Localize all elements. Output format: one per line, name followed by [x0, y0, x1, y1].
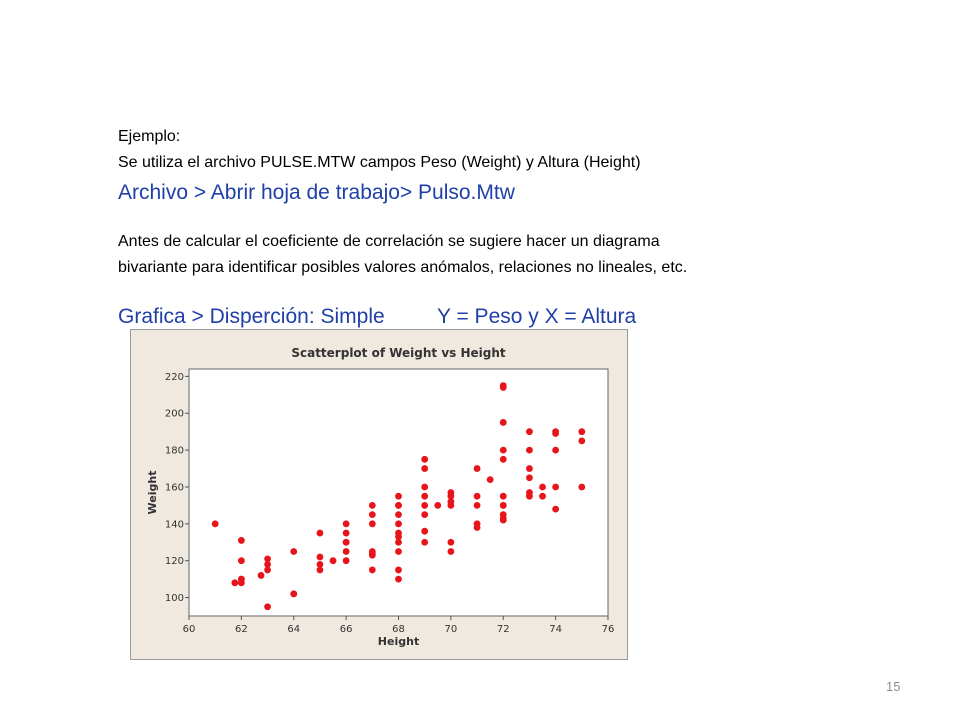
data-point: [578, 428, 585, 435]
file-description: Se utiliza el archivo PULSE.MTW campos Peso (Weight) y Altura (Height): [118, 154, 641, 171]
y-tick-label: 100: [164, 593, 184, 605]
data-point: [369, 520, 376, 527]
data-point: [369, 567, 376, 574]
x-tick-label: 68: [392, 624, 405, 635]
data-point: [231, 579, 238, 586]
menu-path-graph-label: Grafica > Disperción: Simple: [118, 305, 385, 328]
data-point: [317, 567, 324, 574]
x-tick-label: 66: [339, 624, 353, 635]
data-point: [395, 502, 402, 509]
data-point: [421, 493, 428, 500]
data-point: [290, 548, 297, 555]
x-tick-label: 70: [444, 624, 458, 635]
data-point: [552, 430, 559, 437]
data-point: [258, 572, 265, 579]
y-tick-label: 220: [164, 371, 184, 383]
y-axis-label: Weight: [146, 470, 159, 515]
scatterplot-svg: [131, 330, 629, 661]
menu-path-graph-variables: Y = Peso y X = Altura: [437, 305, 637, 328]
data-point: [526, 474, 533, 481]
data-point: [500, 502, 507, 509]
data-point: [343, 520, 350, 527]
x-tick-label: 64: [287, 624, 301, 635]
y-tick-label: 160: [164, 482, 184, 494]
data-point: [395, 520, 402, 527]
data-point: [369, 502, 376, 509]
data-point: [526, 493, 533, 500]
data-point: [421, 539, 428, 546]
data-point: [264, 567, 271, 574]
data-point: [212, 520, 219, 527]
data-point: [500, 493, 507, 500]
data-point: [395, 548, 402, 555]
menu-path-graph: [118, 305, 637, 329]
data-point: [539, 493, 546, 500]
data-point: [317, 530, 324, 537]
data-point: [238, 537, 245, 544]
data-point: [526, 447, 533, 454]
data-point: [343, 530, 350, 537]
data-point: [290, 590, 297, 597]
data-point: [395, 576, 402, 583]
data-point: [474, 493, 481, 500]
data-point: [421, 511, 428, 518]
scatterplot-figure: [130, 329, 628, 660]
x-tick-label: 76: [601, 624, 615, 635]
x-tick-label: 74: [549, 624, 562, 635]
menu-path-open-file: Archivo > Abrir hoja de trabajo> Pulso.Mtw: [118, 181, 515, 204]
data-point: [369, 552, 376, 559]
data-point: [421, 528, 428, 535]
data-point: [447, 539, 454, 546]
data-point: [526, 465, 533, 472]
data-point: [369, 511, 376, 518]
data-point: [395, 567, 402, 574]
data-point: [474, 502, 481, 509]
data-point: [238, 557, 245, 564]
data-point: [447, 502, 454, 509]
y-tick-label: 180: [164, 445, 184, 457]
example-heading: Ejemplo:: [118, 128, 181, 145]
page-number: 15: [886, 679, 901, 694]
data-point: [526, 428, 533, 435]
data-point: [343, 548, 350, 555]
x-tick-label: 62: [235, 624, 248, 635]
data-point: [421, 465, 428, 472]
y-tick-label: 140: [164, 519, 184, 531]
data-point: [539, 484, 546, 491]
x-tick-label: 72: [496, 624, 510, 635]
data-point: [474, 465, 481, 472]
data-point: [264, 603, 271, 610]
data-point: [421, 502, 428, 509]
data-point: [500, 447, 507, 454]
y-tick-label: 120: [164, 556, 184, 568]
data-point: [447, 548, 454, 555]
data-point: [343, 557, 350, 564]
y-tick-label: 200: [164, 408, 184, 420]
chart-title: Scatterplot of Weight vs Height: [291, 346, 506, 360]
data-point: [395, 539, 402, 546]
data-point: [552, 506, 559, 513]
data-point: [552, 447, 559, 454]
data-point: [343, 539, 350, 546]
data-point: [487, 476, 494, 483]
data-point: [434, 502, 441, 509]
data-point: [500, 419, 507, 426]
x-axis-label: Height: [377, 635, 420, 648]
paragraph-line-2: bivariante para identificar posibles valores anómalos, relaciones no lineales, etc.: [118, 259, 688, 276]
data-point: [552, 484, 559, 491]
data-point: [421, 484, 428, 491]
data-point: [317, 554, 324, 561]
data-point: [421, 456, 428, 463]
data-point: [500, 384, 507, 391]
x-tick-label: 60: [182, 624, 196, 635]
data-point: [500, 456, 507, 463]
data-point: [500, 517, 507, 524]
data-point: [395, 511, 402, 518]
data-point: [330, 557, 337, 564]
paragraph-line-1: Antes de calcular el coeficiente de correlación se sugiere hacer un diagrama: [118, 233, 660, 250]
data-point: [395, 493, 402, 500]
data-point: [578, 437, 585, 444]
data-point: [238, 576, 245, 583]
data-point: [578, 484, 585, 491]
data-point: [474, 524, 481, 531]
